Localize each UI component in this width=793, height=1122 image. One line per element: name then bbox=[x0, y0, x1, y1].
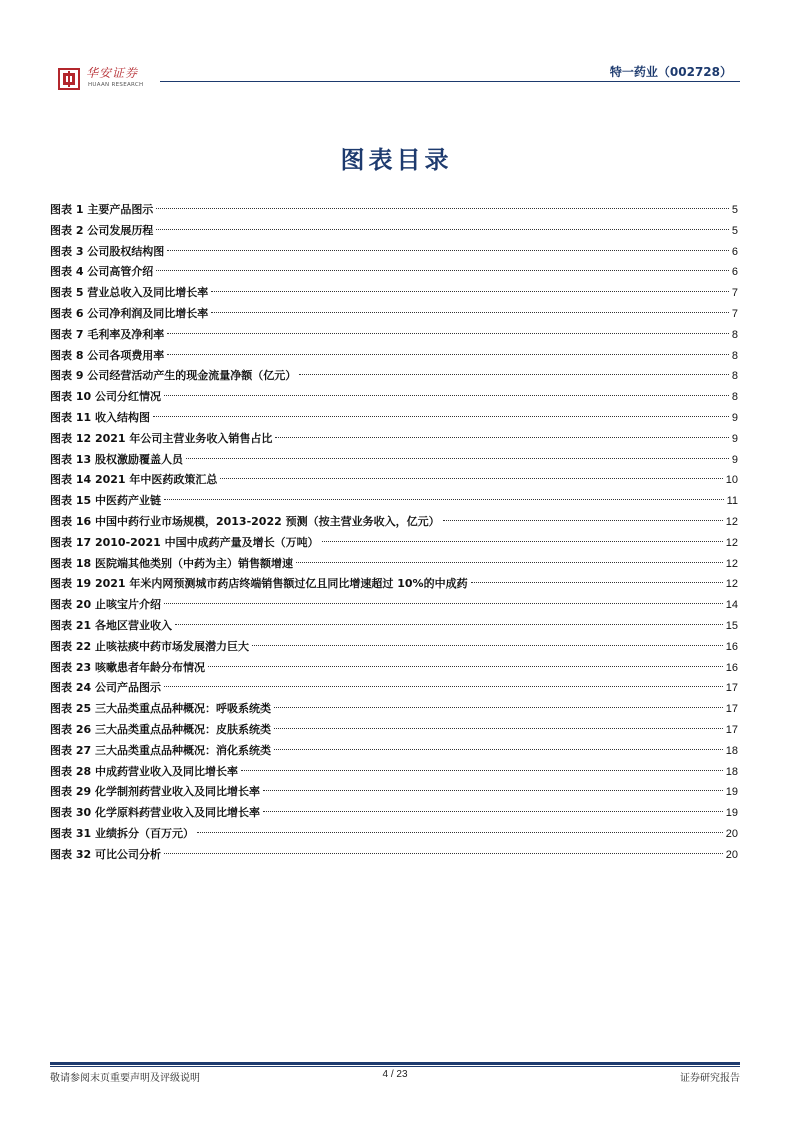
toc-row[interactable] bbox=[50, 200, 738, 221]
toc-entry-label: 图表 3 公司股权结构图 bbox=[50, 244, 165, 258]
toc-entry-label: 图表 8 公司各项费用率 bbox=[50, 348, 165, 362]
toc-leader-dots bbox=[443, 520, 723, 521]
toc-leader-dots bbox=[471, 582, 723, 583]
toc-entry-label: 图表 28 中成药营业收入及同比增长率 bbox=[50, 764, 238, 778]
toc-entry-page: 16 bbox=[725, 640, 738, 653]
toc-row[interactable] bbox=[50, 554, 738, 575]
toc-entry-label: 图表 18 医院端其他类别（中药为主）销售额增速 bbox=[50, 556, 293, 570]
toc-row[interactable] bbox=[50, 283, 738, 304]
toc-row[interactable] bbox=[50, 699, 738, 720]
toc-entry-label: 图表 13 股权激励覆盖人员 bbox=[50, 452, 183, 466]
toc-leader-dots bbox=[156, 208, 729, 209]
toc-entry-page: 18 bbox=[725, 744, 738, 757]
toc-entry-page: 5 bbox=[731, 204, 738, 216]
toc-entry-label: 图表 14 2021 年中医药政策汇总 bbox=[50, 473, 218, 487]
toc-row[interactable] bbox=[50, 325, 738, 346]
toc-entry-page: 19 bbox=[725, 786, 738, 799]
toc-row[interactable] bbox=[50, 408, 738, 429]
toc-leader-dots bbox=[153, 416, 729, 417]
footer-divider-thin bbox=[50, 1066, 740, 1067]
toc-entry-label: 图表 22 止咳祛痰中药市场发展潜力巨大 bbox=[50, 639, 249, 653]
toc-entry-label: 图表 12 2021 年公司主营业务收入销售占比 bbox=[50, 431, 273, 445]
toc-leader-dots bbox=[164, 499, 724, 500]
toc-entry-label: 图表 32 可比公司分析 bbox=[50, 847, 161, 861]
toc-leader-dots bbox=[167, 354, 729, 355]
toc-entry-page: 19 bbox=[725, 807, 738, 820]
toc-entry-page: 10 bbox=[725, 474, 738, 487]
toc-row[interactable] bbox=[50, 304, 738, 325]
toc-leader-dots bbox=[263, 811, 723, 812]
toc-entry-page: 20 bbox=[725, 848, 738, 861]
toc-leader-dots bbox=[274, 749, 723, 750]
toc-entry-page: 5 bbox=[731, 224, 738, 237]
toc-entry-label: 图表 25 三大品类重点品种概况：呼吸系统类 bbox=[50, 702, 271, 716]
toc-entry-page: 12 bbox=[725, 578, 738, 591]
toc-entry-label: 图表 5 营业总收入及同比增长率 bbox=[50, 286, 209, 300]
toc-entry-page: 9 bbox=[731, 432, 738, 445]
toc-leader-dots bbox=[296, 562, 723, 563]
toc-row[interactable] bbox=[50, 470, 738, 491]
toc-row[interactable] bbox=[50, 450, 738, 471]
footer-divider bbox=[50, 1062, 740, 1065]
toc-leader-dots bbox=[167, 333, 729, 334]
page-title: 图表目录 bbox=[340, 145, 453, 174]
toc-entry-label: 图表 17 2010-2021 中国中成药产量及增长（万吨） bbox=[50, 535, 319, 549]
huaan-logo-icon bbox=[58, 68, 80, 90]
toc-row[interactable] bbox=[50, 616, 738, 637]
toc-leader-dots bbox=[156, 270, 729, 271]
page-number: 4 / 23 bbox=[382, 1069, 408, 1080]
toc-leader-dots bbox=[156, 229, 729, 230]
toc-entry-label: 图表 27 三大品类重点品种概况：消化系统类 bbox=[50, 743, 271, 757]
toc-entry-label: 图表 24 公司产品图示 bbox=[50, 681, 161, 695]
brand-name-en: HUAAN RESEARCH bbox=[88, 82, 144, 88]
toc-row[interactable] bbox=[50, 782, 738, 803]
toc-entry-label: 图表 11 收入结构图 bbox=[50, 410, 150, 424]
toc-entry-page: 8 bbox=[731, 370, 738, 383]
toc-leader-dots bbox=[211, 291, 729, 292]
toc-leader-dots bbox=[274, 728, 723, 729]
toc-leader-dots bbox=[164, 853, 723, 854]
toc-leader-dots bbox=[263, 790, 723, 791]
toc-leader-dots bbox=[164, 603, 723, 604]
toc-row[interactable] bbox=[50, 429, 738, 450]
toc-leader-dots bbox=[175, 624, 723, 625]
toc-entry-page: 7 bbox=[731, 307, 738, 320]
toc-row[interactable] bbox=[50, 242, 738, 263]
toc-entry-label: 图表 26 三大品类重点品种概况：皮肤系统类 bbox=[50, 722, 271, 736]
toc-entry-page: 17 bbox=[725, 682, 738, 695]
toc-entry-page: 8 bbox=[731, 391, 738, 404]
toc-entry-page: 9 bbox=[731, 453, 738, 466]
toc-row[interactable] bbox=[50, 741, 738, 762]
report-title: 特一药业（002728） bbox=[609, 65, 732, 79]
toc-row[interactable] bbox=[50, 845, 738, 866]
toc-entry-page: 15 bbox=[725, 619, 738, 632]
toc-entry-label: 图表 15 中医药产业链 bbox=[50, 494, 161, 508]
toc-entry-page: 12 bbox=[725, 557, 738, 570]
toc-entry-page: 7 bbox=[731, 287, 738, 300]
toc-leader-dots bbox=[274, 707, 723, 708]
toc-row[interactable] bbox=[50, 637, 738, 658]
toc-entry-page: 17 bbox=[725, 723, 738, 736]
toc-entry-page: 6 bbox=[731, 245, 738, 258]
toc-row[interactable] bbox=[50, 491, 738, 512]
toc-entry-label: 图表 2 公司发展历程 bbox=[50, 223, 154, 237]
toc-entry-label: 图表 23 咳嗽患者年龄分布情况 bbox=[50, 660, 205, 674]
brand-name: 华安证券 bbox=[86, 66, 139, 80]
toc-row[interactable] bbox=[50, 658, 738, 679]
toc-entry-label: 图表 7 毛利率及净利率 bbox=[50, 327, 165, 341]
toc-entry-page: 12 bbox=[725, 515, 738, 528]
toc-leader-dots bbox=[167, 250, 729, 251]
toc-row[interactable] bbox=[50, 533, 738, 554]
toc-leader-dots bbox=[299, 374, 729, 375]
toc-row[interactable] bbox=[50, 720, 738, 741]
toc-row[interactable] bbox=[50, 221, 738, 242]
header-divider bbox=[160, 81, 740, 82]
toc-leader-dots bbox=[275, 437, 728, 438]
report-type: 证券研究报告 bbox=[680, 1073, 740, 1084]
toc-row[interactable] bbox=[50, 387, 738, 408]
toc-entry-label: 图表 31 业绩拆分（百万元） bbox=[50, 826, 194, 840]
toc-entry-label: 图表 9 公司经营活动产生的现金流量净额（亿元） bbox=[50, 369, 297, 383]
toc-entry-label: 图表 4 公司高管介绍 bbox=[50, 265, 154, 279]
toc-entry-label: 图表 20 止咳宝片介绍 bbox=[50, 598, 161, 612]
toc-row[interactable] bbox=[50, 574, 738, 595]
disclaimer-note: 敬请参阅末页重要声明及评级说明 bbox=[50, 1073, 200, 1084]
toc-leader-dots bbox=[211, 312, 729, 313]
toc-entry-page: 14 bbox=[725, 599, 738, 612]
toc-leader-dots bbox=[241, 770, 723, 771]
toc-row[interactable] bbox=[50, 762, 738, 783]
toc-row[interactable] bbox=[50, 512, 738, 533]
toc-entry-label: 图表 29 化学制剂药营业收入及同比增长率 bbox=[50, 785, 260, 799]
toc-entry-page: 16 bbox=[725, 661, 738, 674]
toc-row[interactable] bbox=[50, 262, 738, 283]
toc-entry-page: 11 bbox=[726, 495, 738, 508]
toc-entry-label: 图表 6 公司净利润及同比增长率 bbox=[50, 306, 209, 320]
toc-row[interactable] bbox=[50, 595, 738, 616]
toc-entry-label: 图表 10 公司分红情况 bbox=[50, 390, 161, 404]
toc-entry-label: 图表 1 主要产品图示 bbox=[50, 203, 154, 216]
toc-leader-dots bbox=[208, 666, 723, 667]
toc-entry-label: 图表 21 各地区营业收入 bbox=[50, 618, 172, 632]
toc-entry-page: 20 bbox=[725, 827, 738, 840]
toc-entry-label: 图表 16 中国中药行业市场规模，2013-2022 预测（按主营业务收入，亿元） bbox=[50, 514, 440, 528]
toc-row[interactable] bbox=[50, 346, 738, 367]
toc-leader-dots bbox=[164, 395, 729, 396]
toc-entry-page: 8 bbox=[731, 349, 738, 362]
toc-leader-dots bbox=[186, 458, 729, 459]
toc-row[interactable] bbox=[50, 366, 738, 387]
toc-row[interactable] bbox=[50, 678, 738, 699]
toc-leader-dots bbox=[252, 645, 723, 646]
toc-row[interactable] bbox=[50, 824, 738, 845]
toc-row[interactable] bbox=[50, 803, 738, 824]
toc-leader-dots bbox=[164, 686, 723, 687]
toc-entry-page: 18 bbox=[725, 765, 738, 778]
toc-entry-page: 9 bbox=[731, 411, 738, 424]
toc-entry-label: 图表 19 2021 年米内网预测城市药店终端销售额过亿且同比增速超过 10%的中成药 bbox=[50, 577, 468, 591]
toc-entry-page: 8 bbox=[731, 328, 738, 341]
toc-leader-dots bbox=[220, 478, 722, 479]
toc-entry-page: 12 bbox=[725, 536, 738, 549]
toc-leader-dots bbox=[322, 541, 723, 542]
toc-entry-page: 17 bbox=[725, 703, 738, 716]
page-header bbox=[50, 62, 740, 98]
toc-entry-label: 图表 30 化学原料药营业收入及同比增长率 bbox=[50, 806, 260, 820]
toc-entry-page: 6 bbox=[731, 266, 738, 279]
toc-leader-dots bbox=[197, 832, 723, 833]
table-of-figures bbox=[50, 200, 738, 866]
